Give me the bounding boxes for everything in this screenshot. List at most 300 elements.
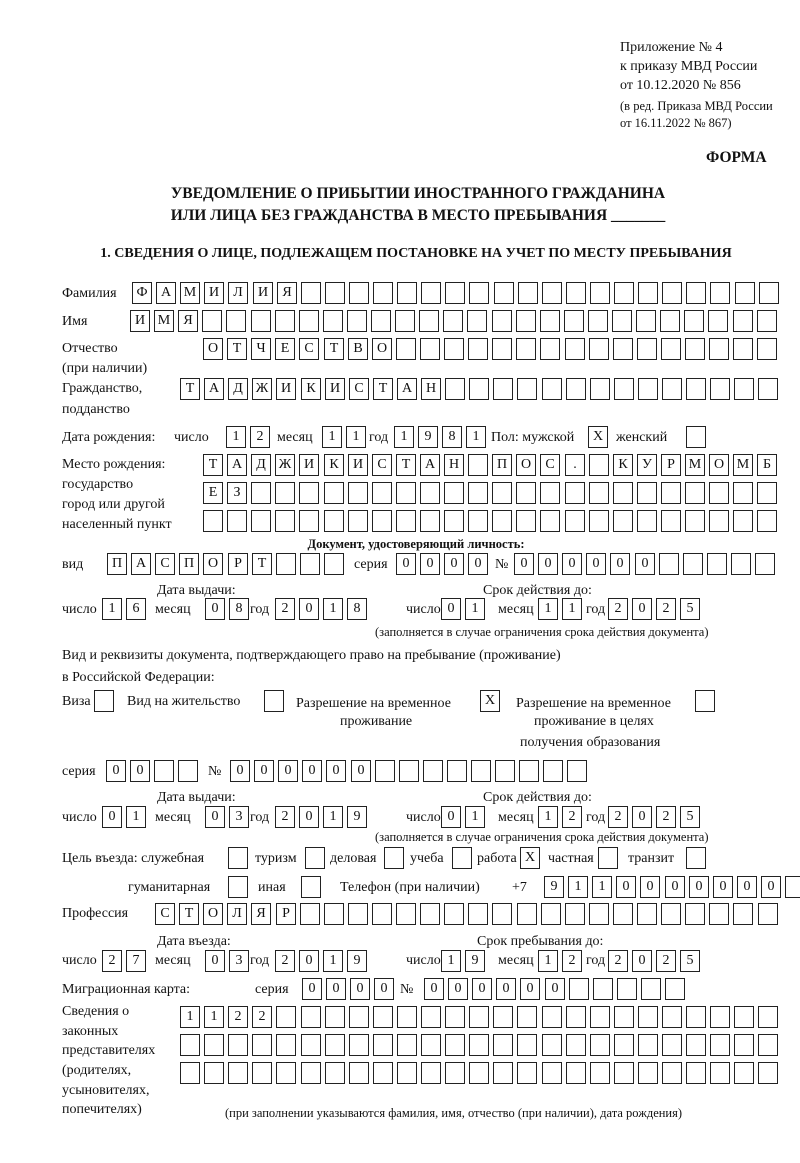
char-box[interactable]: Т — [252, 553, 272, 575]
char-box[interactable]: Т — [179, 903, 199, 925]
char-box[interactable]: 0 — [205, 598, 225, 620]
char-box[interactable]: . — [565, 454, 585, 476]
char-box[interactable] — [517, 378, 537, 400]
char-box[interactable] — [325, 282, 345, 304]
char-box[interactable]: 0 — [514, 553, 534, 575]
char-box[interactable] — [662, 1006, 682, 1028]
char-box[interactable] — [757, 310, 777, 332]
char-box[interactable] — [565, 338, 585, 360]
char-box[interactable]: 0 — [374, 978, 394, 1000]
char-box[interactable] — [758, 1034, 778, 1056]
char-box[interactable] — [686, 1006, 706, 1028]
char-box[interactable]: 0 — [299, 806, 319, 828]
char-box[interactable] — [636, 310, 656, 332]
char-box[interactable]: 0 — [640, 876, 660, 898]
char-box[interactable] — [709, 338, 729, 360]
char-box[interactable]: 0 — [545, 978, 565, 1000]
char-box[interactable] — [324, 553, 344, 575]
char-box[interactable] — [662, 1034, 682, 1056]
char-box[interactable]: Я — [251, 903, 271, 925]
char-box[interactable] — [397, 1062, 417, 1084]
char-box[interactable]: 2 — [562, 806, 582, 828]
char-box[interactable] — [543, 760, 563, 782]
char-box[interactable] — [613, 482, 633, 504]
char-box[interactable] — [710, 1034, 730, 1056]
char-box[interactable] — [325, 1006, 345, 1028]
char-box[interactable] — [637, 482, 657, 504]
char-box[interactable] — [710, 378, 730, 400]
char-box[interactable] — [397, 1034, 417, 1056]
char-box[interactable]: 5 — [680, 598, 700, 620]
char-box[interactable] — [276, 1006, 296, 1028]
char-box[interactable] — [612, 310, 632, 332]
char-box[interactable] — [325, 1034, 345, 1056]
char-box[interactable] — [542, 1034, 562, 1056]
char-box[interactable] — [154, 760, 174, 782]
char-box[interactable] — [685, 482, 705, 504]
char-box[interactable] — [541, 903, 561, 925]
char-box[interactable] — [593, 978, 613, 1000]
char-box[interactable] — [324, 903, 344, 925]
char-box[interactable]: Л — [227, 903, 247, 925]
char-box[interactable]: 0 — [689, 876, 709, 898]
char-box[interactable] — [301, 1062, 321, 1084]
char-box[interactable] — [516, 482, 536, 504]
char-box[interactable] — [613, 510, 633, 532]
char-box[interactable]: П — [179, 553, 199, 575]
char-box[interactable] — [251, 310, 271, 332]
char-box[interactable] — [710, 1006, 730, 1028]
char-box[interactable] — [203, 510, 223, 532]
char-box[interactable]: 0 — [632, 806, 652, 828]
char-box[interactable] — [540, 310, 560, 332]
char-box[interactable] — [276, 1062, 296, 1084]
char-box[interactable]: Я — [277, 282, 297, 304]
char-box[interactable] — [180, 1062, 200, 1084]
char-box[interactable] — [759, 282, 779, 304]
char-box[interactable] — [349, 282, 369, 304]
char-box[interactable] — [252, 1034, 272, 1056]
char-box[interactable]: 0 — [299, 598, 319, 620]
char-box[interactable] — [733, 903, 753, 925]
char-box[interactable]: 0 — [102, 806, 122, 828]
char-box[interactable]: 2 — [656, 950, 676, 972]
char-box[interactable]: 2 — [102, 950, 122, 972]
char-box[interactable]: К — [324, 454, 344, 476]
char-box[interactable] — [372, 482, 392, 504]
char-box[interactable]: К — [613, 454, 633, 476]
char-box[interactable] — [468, 510, 488, 532]
char-box[interactable]: 5 — [680, 806, 700, 828]
char-box[interactable]: Т — [396, 454, 416, 476]
char-box[interactable] — [758, 1006, 778, 1028]
char-box[interactable] — [641, 978, 661, 1000]
char-box[interactable] — [228, 1034, 248, 1056]
char-box[interactable]: 2 — [275, 950, 295, 972]
char-box[interactable] — [372, 903, 392, 925]
char-box[interactable] — [589, 454, 609, 476]
char-box[interactable] — [590, 282, 610, 304]
char-box[interactable]: 0 — [610, 553, 630, 575]
checkbox[interactable] — [94, 690, 114, 712]
char-box[interactable]: 0 — [635, 553, 655, 575]
char-box[interactable]: Р — [228, 553, 248, 575]
char-box[interactable] — [178, 760, 198, 782]
char-box[interactable]: Ф — [132, 282, 152, 304]
char-box[interactable]: 0 — [448, 978, 468, 1000]
char-box[interactable] — [349, 1034, 369, 1056]
char-box[interactable]: 1 — [441, 950, 461, 972]
char-box[interactable]: 2 — [228, 1006, 248, 1028]
char-box[interactable] — [324, 510, 344, 532]
char-box[interactable] — [542, 378, 562, 400]
char-box[interactable] — [421, 1034, 441, 1056]
char-box[interactable]: 1 — [465, 598, 485, 620]
char-box[interactable]: Н — [444, 454, 464, 476]
char-box[interactable] — [686, 1062, 706, 1084]
char-box[interactable] — [685, 338, 705, 360]
char-box[interactable] — [708, 310, 728, 332]
char-box[interactable]: 0 — [632, 598, 652, 620]
char-box[interactable]: 0 — [205, 950, 225, 972]
char-box[interactable] — [373, 1062, 393, 1084]
char-box[interactable] — [709, 482, 729, 504]
char-box[interactable] — [709, 510, 729, 532]
char-box[interactable]: А — [156, 282, 176, 304]
char-box[interactable] — [661, 482, 681, 504]
char-box[interactable]: 1 — [538, 950, 558, 972]
char-box[interactable]: 2 — [608, 598, 628, 620]
char-box[interactable]: 1 — [538, 806, 558, 828]
char-box[interactable] — [445, 378, 465, 400]
char-box[interactable] — [565, 903, 585, 925]
char-box[interactable] — [613, 338, 633, 360]
checkbox[interactable] — [384, 847, 404, 869]
char-box[interactable] — [348, 482, 368, 504]
char-box[interactable] — [423, 760, 443, 782]
char-box[interactable] — [468, 454, 488, 476]
char-box[interactable]: 1 — [323, 806, 343, 828]
char-box[interactable] — [518, 282, 538, 304]
char-box[interactable]: 0 — [254, 760, 274, 782]
char-box[interactable] — [396, 903, 416, 925]
char-box[interactable]: 0 — [106, 760, 126, 782]
char-box[interactable] — [226, 310, 246, 332]
char-box[interactable]: 0 — [420, 553, 440, 575]
char-box[interactable] — [731, 553, 751, 575]
char-box[interactable] — [372, 510, 392, 532]
char-box[interactable] — [469, 1062, 489, 1084]
char-box[interactable]: 1 — [126, 806, 146, 828]
char-box[interactable]: 9 — [347, 950, 367, 972]
char-box[interactable]: М — [733, 454, 753, 476]
char-box[interactable] — [348, 903, 368, 925]
char-box[interactable] — [299, 510, 319, 532]
char-box[interactable]: Т — [373, 378, 393, 400]
char-box[interactable]: 1 — [466, 426, 486, 448]
char-box[interactable]: С — [372, 454, 392, 476]
char-box[interactable]: 1 — [180, 1006, 200, 1028]
char-box[interactable] — [566, 282, 586, 304]
char-box[interactable] — [565, 482, 585, 504]
char-box[interactable] — [709, 903, 729, 925]
char-box[interactable]: 1 — [226, 426, 246, 448]
char-box[interactable]: Т — [227, 338, 247, 360]
char-box[interactable] — [617, 978, 637, 1000]
char-box[interactable]: 0 — [586, 553, 606, 575]
char-box[interactable] — [566, 1006, 586, 1028]
checkbox[interactable] — [686, 426, 706, 448]
char-box[interactable] — [516, 510, 536, 532]
char-box[interactable] — [686, 378, 706, 400]
char-box[interactable] — [492, 903, 512, 925]
char-box[interactable] — [469, 282, 489, 304]
char-box[interactable]: М — [180, 282, 200, 304]
char-box[interactable] — [251, 510, 271, 532]
char-box[interactable]: 0 — [302, 760, 322, 782]
char-box[interactable]: 0 — [424, 978, 444, 1000]
char-box[interactable]: Ж — [252, 378, 272, 400]
char-box[interactable]: 2 — [250, 426, 270, 448]
char-box[interactable] — [275, 510, 295, 532]
char-box[interactable] — [519, 760, 539, 782]
char-box[interactable] — [275, 482, 295, 504]
char-box[interactable] — [638, 282, 658, 304]
char-box[interactable] — [540, 510, 560, 532]
char-box[interactable] — [589, 338, 609, 360]
char-box[interactable] — [757, 482, 777, 504]
char-box[interactable] — [444, 482, 464, 504]
char-box[interactable] — [349, 1062, 369, 1084]
char-box[interactable]: 2 — [275, 806, 295, 828]
char-box[interactable] — [495, 760, 515, 782]
char-box[interactable]: 0 — [278, 760, 298, 782]
char-box[interactable]: Т — [203, 454, 223, 476]
char-box[interactable]: З — [227, 482, 247, 504]
char-box[interactable] — [637, 338, 657, 360]
char-box[interactable] — [373, 1006, 393, 1028]
char-box[interactable] — [638, 1006, 658, 1028]
char-box[interactable] — [445, 1034, 465, 1056]
char-box[interactable] — [228, 1062, 248, 1084]
checkbox[interactable] — [301, 876, 321, 898]
char-box[interactable]: 9 — [418, 426, 438, 448]
char-box[interactable]: 0 — [351, 760, 371, 782]
char-box[interactable] — [686, 1034, 706, 1056]
char-box[interactable] — [638, 378, 658, 400]
char-box[interactable]: 0 — [616, 876, 636, 898]
char-box[interactable]: 0 — [538, 553, 558, 575]
char-box[interactable]: 9 — [544, 876, 564, 898]
char-box[interactable] — [564, 310, 584, 332]
char-box[interactable]: К — [301, 378, 321, 400]
char-box[interactable] — [565, 510, 585, 532]
checkbox[interactable] — [598, 847, 618, 869]
char-box[interactable] — [348, 510, 368, 532]
char-box[interactable]: В — [348, 338, 368, 360]
char-box[interactable] — [421, 1006, 441, 1028]
char-box[interactable]: 0 — [444, 553, 464, 575]
char-box[interactable] — [301, 1034, 321, 1056]
char-box[interactable] — [492, 482, 512, 504]
char-box[interactable]: 0 — [472, 978, 492, 1000]
char-box[interactable]: 0 — [441, 598, 461, 620]
char-box[interactable]: А — [131, 553, 151, 575]
char-box[interactable] — [373, 1034, 393, 1056]
char-box[interactable]: 2 — [252, 1006, 272, 1028]
char-box[interactable]: А — [227, 454, 247, 476]
char-box[interactable]: 0 — [496, 978, 516, 1000]
checkbox[interactable] — [686, 847, 706, 869]
char-box[interactable] — [420, 482, 440, 504]
char-box[interactable] — [421, 282, 441, 304]
char-box[interactable] — [323, 310, 343, 332]
char-box[interactable]: Р — [661, 454, 681, 476]
char-box[interactable]: 1 — [346, 426, 366, 448]
char-box[interactable] — [662, 282, 682, 304]
char-box[interactable] — [710, 1062, 730, 1084]
char-box[interactable] — [276, 553, 296, 575]
char-box[interactable]: 1 — [538, 598, 558, 620]
char-box[interactable] — [758, 378, 778, 400]
char-box[interactable]: 0 — [396, 553, 416, 575]
char-box[interactable] — [396, 510, 416, 532]
char-box[interactable] — [589, 510, 609, 532]
char-box[interactable] — [566, 1062, 586, 1084]
char-box[interactable] — [540, 482, 560, 504]
char-box[interactable] — [540, 338, 560, 360]
char-box[interactable]: О — [203, 903, 223, 925]
char-box[interactable]: И — [348, 454, 368, 476]
char-box[interactable]: И — [325, 378, 345, 400]
char-box[interactable] — [686, 282, 706, 304]
char-box[interactable] — [661, 338, 681, 360]
char-box[interactable]: И — [253, 282, 273, 304]
char-box[interactable]: 1 — [465, 806, 485, 828]
char-box[interactable] — [204, 1034, 224, 1056]
char-box[interactable] — [637, 903, 657, 925]
char-box[interactable] — [301, 1006, 321, 1028]
char-box[interactable]: А — [397, 378, 417, 400]
char-box[interactable]: О — [709, 454, 729, 476]
char-box[interactable] — [516, 338, 536, 360]
char-box[interactable]: 0 — [350, 978, 370, 1000]
char-box[interactable] — [589, 903, 609, 925]
checkbox[interactable]: X — [480, 690, 500, 712]
char-box[interactable] — [662, 1062, 682, 1084]
checkbox[interactable] — [305, 847, 325, 869]
char-box[interactable] — [758, 903, 778, 925]
char-box[interactable] — [638, 1034, 658, 1056]
char-box[interactable] — [614, 378, 634, 400]
char-box[interactable]: 8 — [347, 598, 367, 620]
char-box[interactable]: 0 — [130, 760, 150, 782]
char-box[interactable] — [517, 1062, 537, 1084]
char-box[interactable] — [589, 482, 609, 504]
char-box[interactable] — [542, 282, 562, 304]
char-box[interactable]: М — [685, 454, 705, 476]
char-box[interactable]: 0 — [230, 760, 250, 782]
char-box[interactable] — [516, 310, 536, 332]
char-box[interactable]: П — [492, 454, 512, 476]
char-box[interactable]: Д — [228, 378, 248, 400]
char-box[interactable] — [542, 1006, 562, 1028]
char-box[interactable] — [661, 903, 681, 925]
char-box[interactable] — [300, 553, 320, 575]
char-box[interactable]: 0 — [632, 950, 652, 972]
char-box[interactable]: 0 — [326, 978, 346, 1000]
char-box[interactable]: 1 — [322, 426, 342, 448]
char-box[interactable]: Е — [275, 338, 295, 360]
checkbox[interactable] — [452, 847, 472, 869]
char-box[interactable] — [227, 510, 247, 532]
checkbox[interactable] — [264, 690, 284, 712]
char-box[interactable]: 2 — [656, 806, 676, 828]
char-box[interactable] — [758, 1062, 778, 1084]
char-box[interactable] — [252, 1062, 272, 1084]
char-box[interactable]: 2 — [608, 806, 628, 828]
char-box[interactable] — [734, 1034, 754, 1056]
char-box[interactable] — [734, 378, 754, 400]
char-box[interactable]: О — [203, 553, 223, 575]
char-box[interactable] — [444, 510, 464, 532]
char-box[interactable] — [469, 1006, 489, 1028]
char-box[interactable] — [757, 338, 777, 360]
char-box[interactable]: 0 — [205, 806, 225, 828]
char-box[interactable] — [493, 1034, 513, 1056]
char-box[interactable] — [301, 282, 321, 304]
char-box[interactable]: Ж — [275, 454, 295, 476]
char-box[interactable] — [324, 482, 344, 504]
char-box[interactable] — [733, 338, 753, 360]
checkbox[interactable] — [695, 690, 715, 712]
char-box[interactable]: У — [637, 454, 657, 476]
char-box[interactable] — [566, 378, 586, 400]
char-box[interactable] — [445, 1006, 465, 1028]
char-box[interactable] — [399, 760, 419, 782]
char-box[interactable] — [276, 1034, 296, 1056]
char-box[interactable] — [566, 1034, 586, 1056]
char-box[interactable]: Е — [203, 482, 223, 504]
char-box[interactable] — [683, 553, 703, 575]
char-box[interactable]: 0 — [326, 760, 346, 782]
char-box[interactable] — [733, 310, 753, 332]
char-box[interactable] — [590, 1034, 610, 1056]
char-box[interactable] — [685, 903, 705, 925]
char-box[interactable]: 1 — [592, 876, 612, 898]
char-box[interactable] — [275, 310, 295, 332]
char-box[interactable] — [395, 310, 415, 332]
char-box[interactable]: 1 — [102, 598, 122, 620]
char-box[interactable] — [202, 310, 222, 332]
char-box[interactable] — [445, 282, 465, 304]
char-box[interactable]: 0 — [665, 876, 685, 898]
char-box[interactable]: 0 — [737, 876, 757, 898]
char-box[interactable]: И — [299, 454, 319, 476]
char-box[interactable]: О — [203, 338, 223, 360]
char-box[interactable] — [614, 282, 634, 304]
char-box[interactable] — [371, 310, 391, 332]
char-box[interactable]: 1 — [204, 1006, 224, 1028]
char-box[interactable] — [467, 310, 487, 332]
char-box[interactable]: 1 — [323, 598, 343, 620]
char-box[interactable] — [447, 760, 467, 782]
char-box[interactable] — [733, 482, 753, 504]
char-box[interactable]: 0 — [761, 876, 781, 898]
char-box[interactable]: Т — [180, 378, 200, 400]
char-box[interactable]: И — [276, 378, 296, 400]
char-box[interactable] — [590, 1006, 610, 1028]
